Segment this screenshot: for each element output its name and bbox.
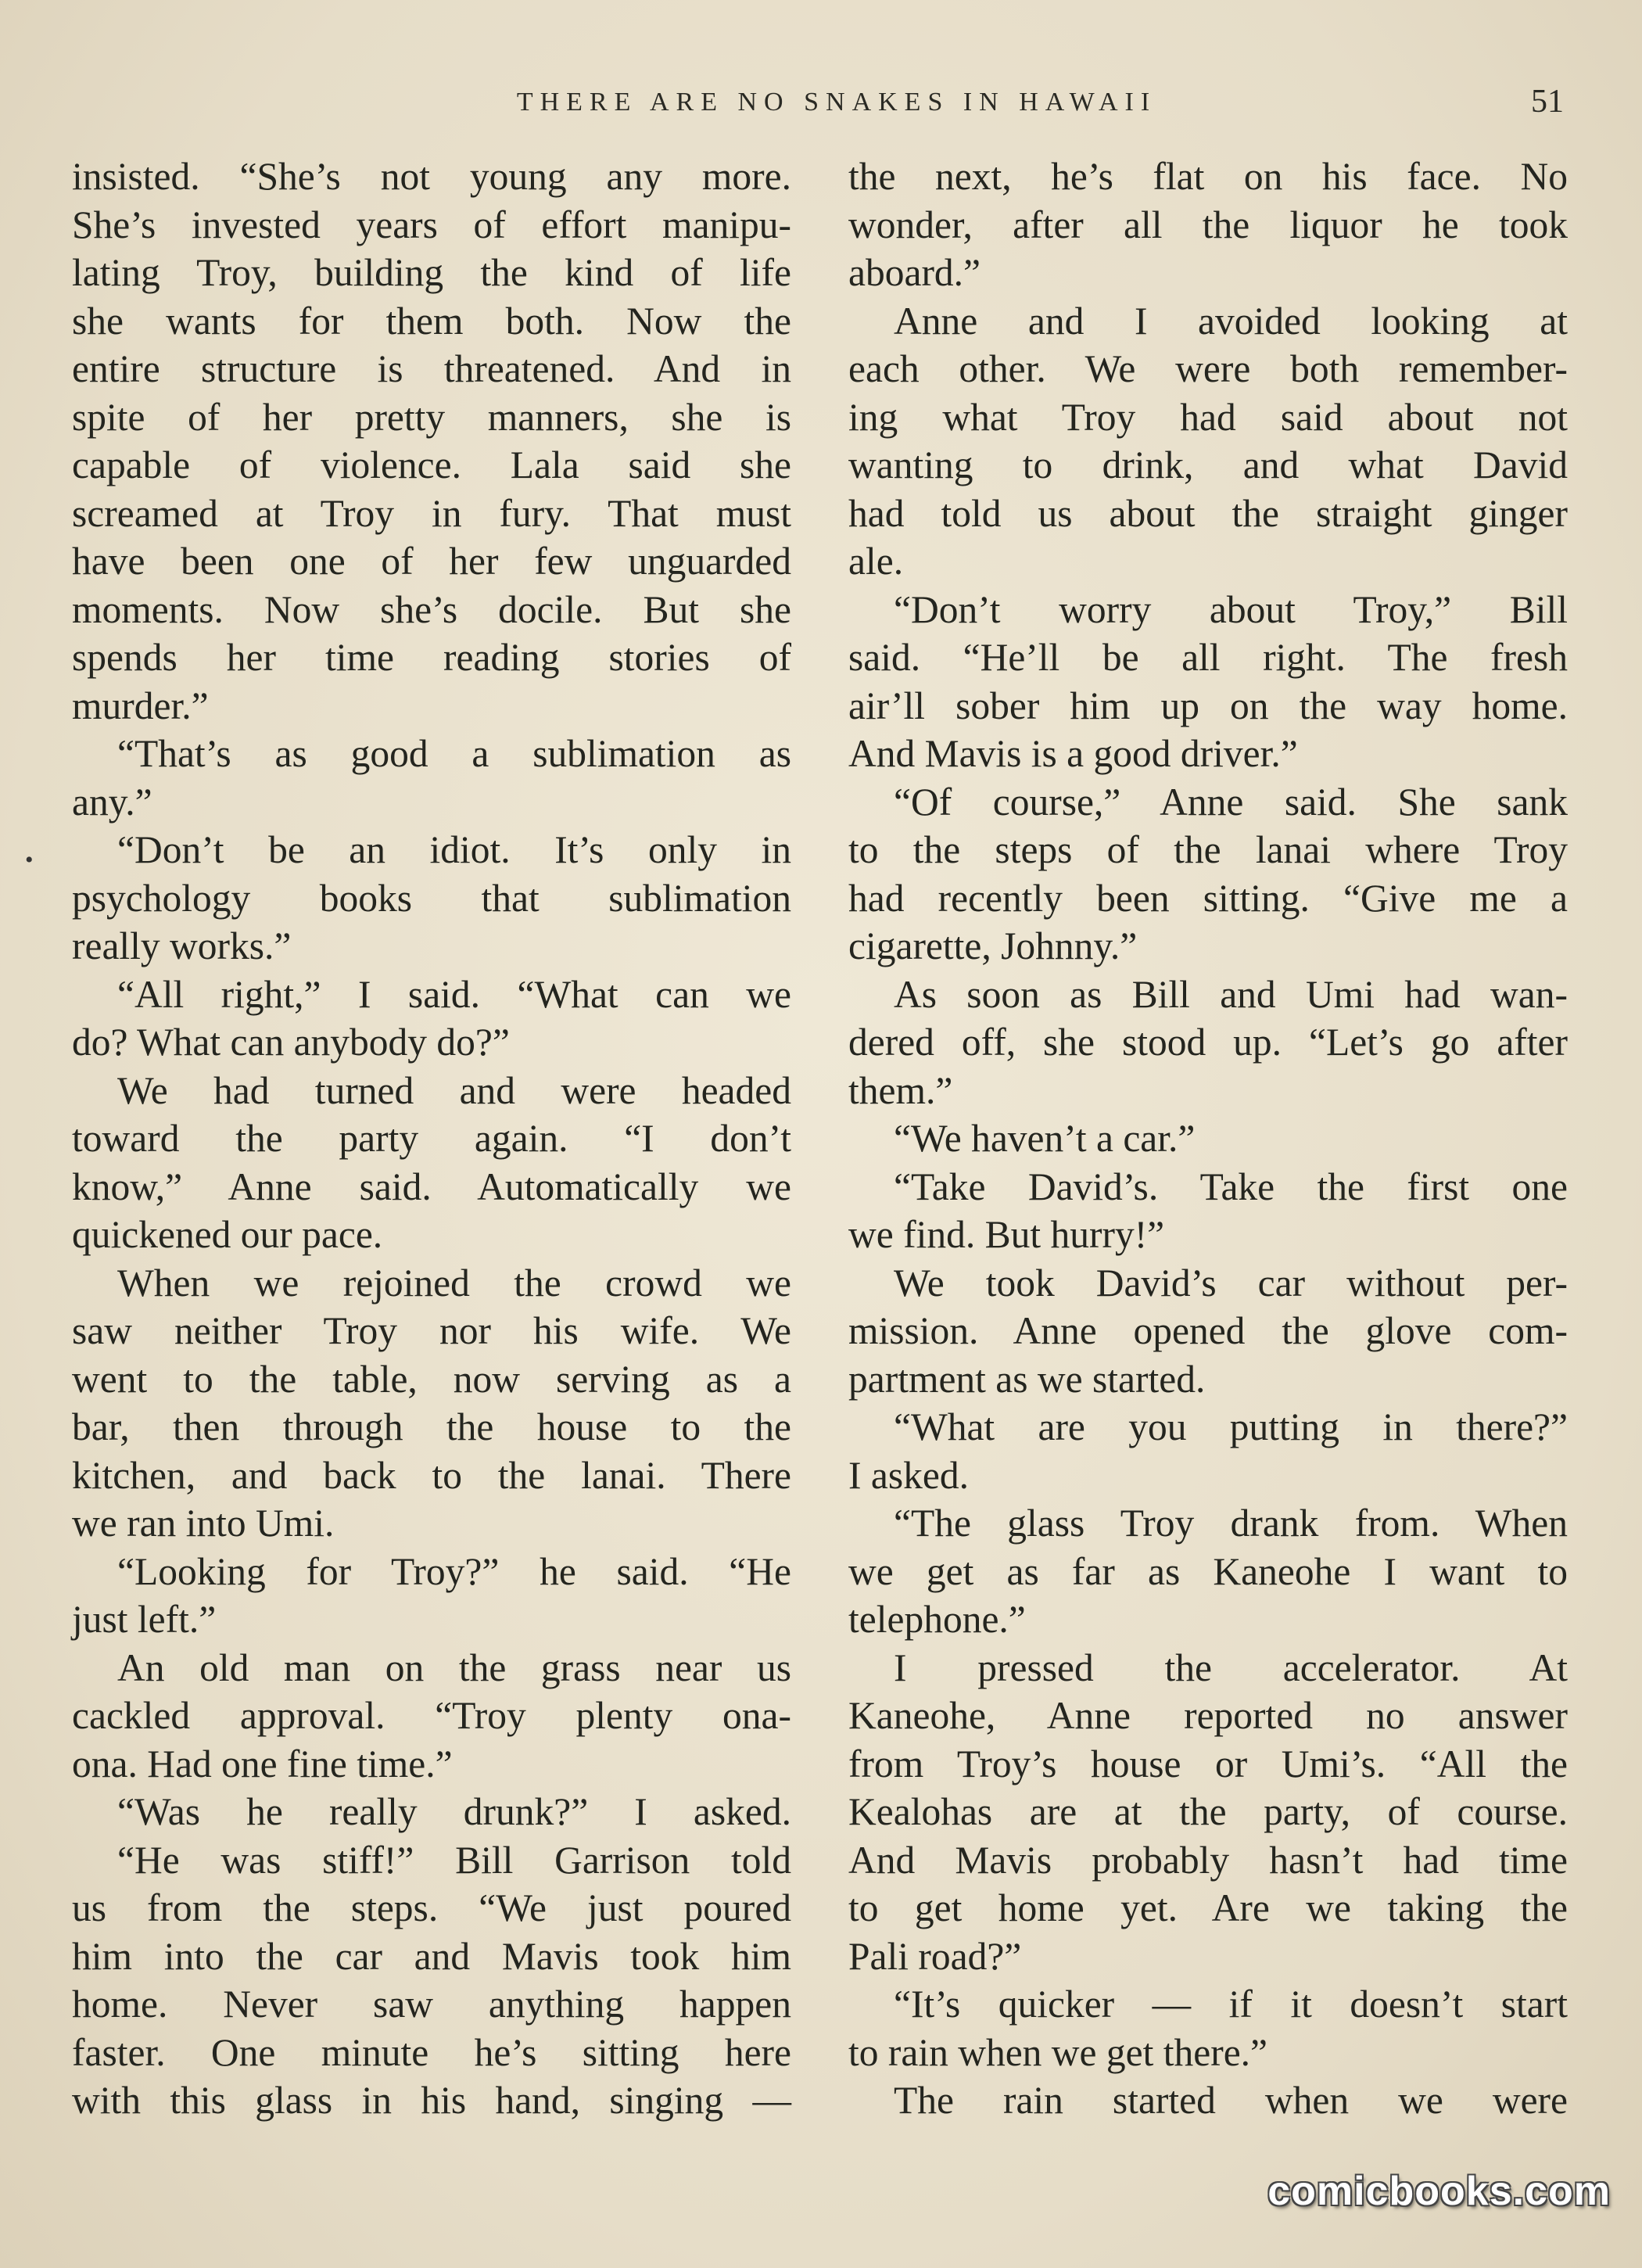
text-line: each other. We were both remember- <box>848 347 1568 390</box>
text-line: quickened our pace. <box>72 1213 383 1256</box>
text-line: ing what Troy had said about not <box>848 395 1568 439</box>
text-line: “That’s as good a sublimation as <box>117 732 791 775</box>
text-line: him into the car and Mavis took him <box>72 1934 791 1978</box>
text-line: “Looking for Troy?” he said. “He <box>117 1549 791 1593</box>
text-line: ona. Had one fine time.” <box>72 1742 453 1785</box>
text-line: from Troy’s house or Umi’s. “All the <box>848 1742 1568 1785</box>
text-line: “All right,” I said. “What can we <box>117 972 791 1016</box>
text-line: to rain when we get there.” <box>848 2030 1268 2074</box>
text-line: saw neither Troy nor his wife. We <box>72 1309 791 1352</box>
text-line: “We haven’t a car.” <box>894 1117 1196 1160</box>
right-text-column <box>848 153 1568 2125</box>
text-line: really works.” <box>72 924 292 967</box>
text-line: “Of course,” Anne said. She sank <box>894 780 1568 824</box>
text-line: wonder, after all the liquor he took <box>848 203 1568 246</box>
text-line: mission. Anne opened the glove com- <box>848 1309 1568 1352</box>
page-header <box>0 84 1642 135</box>
text-line: When we rejoined the crowd we <box>117 1261 791 1304</box>
text-line: any.” <box>72 780 152 824</box>
left-text-column <box>72 153 791 2125</box>
text-line: to the steps of the lanai where Troy <box>848 828 1568 871</box>
text-line: “He was stiff!” Bill Garrison told <box>117 1838 791 1882</box>
text-line: wanting to drink, and what David <box>848 443 1568 486</box>
text-line: have been one of her few unguarded <box>72 540 791 583</box>
text-line: do? What can anybody do?” <box>72 1021 510 1064</box>
text-line: Kaneohe, Anne reported no answer <box>848 1694 1568 1737</box>
text-line: said. “He’ll be all right. The fresh <box>848 636 1568 679</box>
text-line: As soon as Bill and Umi had wan- <box>894 972 1568 1016</box>
text-line: And Mavis is a good driver.” <box>848 732 1298 775</box>
text-line: them.” <box>848 1068 953 1112</box>
text-line: know,” Anne said. Automatically we <box>72 1165 791 1208</box>
text-line: I pressed the accelerator. At <box>894 1645 1568 1689</box>
watermark-logo: comicbooks.com <box>1267 2169 1611 2214</box>
text-line: She’s invested years of effort manipu- <box>72 203 791 246</box>
text-line: kitchen, and back to the lanai. There <box>72 1453 791 1497</box>
text-line: “Don’t worry about Troy,” Bill <box>894 587 1568 631</box>
text-line: “Was he really drunk?” I asked. <box>117 1790 791 1833</box>
text-line: had told us about the straight ginger <box>848 491 1568 535</box>
text-line: capable of violence. Lala said she <box>72 443 791 486</box>
text-line: us from the steps. “We just poured <box>72 1886 791 1929</box>
text-line: “Don’t be an idiot. It’s only in <box>117 828 791 871</box>
text-line: home. Never saw anything happen <box>72 1983 791 2026</box>
text-line: “The glass Troy drank from. When <box>894 1502 1568 1545</box>
text-line: had recently been sitting. “Give me a <box>848 876 1568 920</box>
text-line: we ran into Umi. <box>72 1502 335 1545</box>
text-line: Pali road?” <box>848 1934 1022 1978</box>
text-line: went to the table, now serving as a <box>72 1357 791 1401</box>
text-line: spends her time reading stories of <box>72 636 791 679</box>
text-line: we find. But hurry!” <box>848 1213 1165 1256</box>
text-line: “Take David’s. Take the first one <box>894 1165 1568 1208</box>
text-line: spite of her pretty manners, she is <box>72 395 791 439</box>
text-line: moments. Now she’s docile. But she <box>72 587 791 631</box>
text-line: psychology books that sublimation <box>72 876 791 920</box>
text-line: An old man on the grass near us <box>117 1645 791 1689</box>
text-line: just left.” <box>72 1598 217 1641</box>
text-line: Anne and I avoided looking at <box>894 299 1568 343</box>
text-line: “It’s quicker — if it doesn’t start <box>894 1983 1568 2026</box>
text-line: Kealohas are at the party, of course. <box>848 1790 1568 1833</box>
text-line: murder.” <box>72 684 209 727</box>
text-line: air’ll sober him up on the way home. <box>848 684 1568 727</box>
text-line: aboard.” <box>848 251 981 294</box>
text-line: faster. One minute he’s sitting here <box>72 2030 791 2074</box>
page-number: 51 <box>1531 84 1564 120</box>
text-line: We took David’s car without per- <box>894 1261 1568 1304</box>
text-line: to get home yet. Are we taking the <box>848 1886 1568 1929</box>
text-line: with this glass in his hand, singing — <box>72 2079 791 2122</box>
text-line: lating Troy, building the kind of life <box>72 251 791 294</box>
text-line: cackled approval. “Troy plenty ona- <box>72 1694 791 1737</box>
text-line: I asked. <box>848 1453 969 1497</box>
margin-mark-icon: • <box>25 847 34 873</box>
text-line: The rain started when we were <box>894 2079 1568 2122</box>
text-line: And Mavis probably hasn’t had time <box>848 1838 1568 1882</box>
text-line: insisted. “She’s not young any more. <box>72 155 791 198</box>
text-line: toward the party again. “I don’t <box>72 1117 791 1160</box>
text-line: she wants for them both. Now the <box>72 299 791 343</box>
text-line: dered off, she stood up. “Let’s go after <box>848 1021 1568 1064</box>
running-title: THERE ARE NO SNAKES IN HAWAII <box>516 88 1157 117</box>
text-line: We had turned and were headed <box>117 1068 791 1112</box>
text-line: telephone.” <box>848 1598 1026 1641</box>
text-line: partment as we started. <box>848 1357 1206 1401</box>
text-line: “What are you putting in there?” <box>894 1405 1568 1448</box>
text-line: the next, he’s flat on his face. No <box>848 155 1568 198</box>
text-line: we get as far as Kaneohe I want to <box>848 1549 1568 1593</box>
text-line: ale. <box>848 540 904 583</box>
text-line: entire structure is threatened. And in <box>72 347 791 390</box>
text-line: bar, then through the house to the <box>72 1405 791 1448</box>
text-line: cigarette, Johnny.” <box>848 924 1138 967</box>
text-line: screamed at Troy in fury. That must <box>72 491 791 535</box>
